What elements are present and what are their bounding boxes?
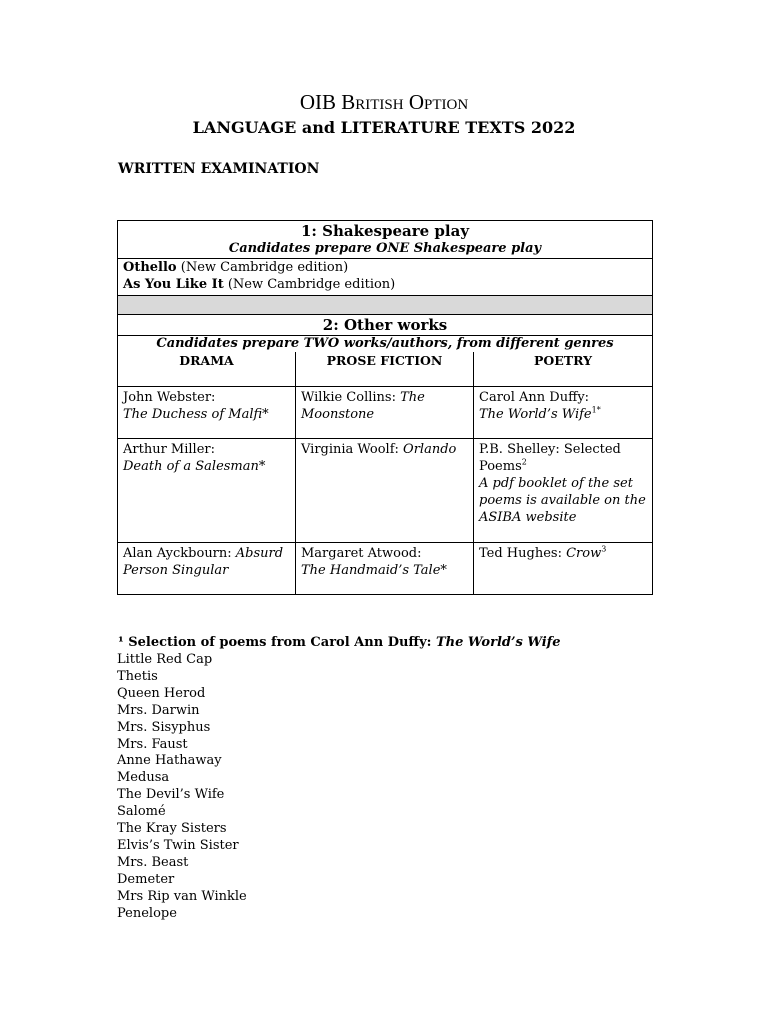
- author: Carol Ann Duffy:: [479, 390, 590, 405]
- footnote-marker: 1*: [591, 405, 601, 415]
- footnote-title-text: Selection of poems from Carol Ann Duffy:: [123, 635, 436, 650]
- work-title: The World’s Wife: [479, 407, 592, 422]
- section2-header-row: [118, 315, 653, 336]
- poem-item: Demeter: [117, 871, 175, 887]
- work-title: The Duchess of Malfi*: [123, 407, 269, 422]
- prose-cell: [296, 439, 474, 543]
- poem-list: [117, 652, 247, 923]
- prose-cell: [296, 387, 474, 439]
- poem-item: Mrs. Faust: [117, 736, 188, 752]
- poem-item: Mrs Rip van Winkle: [117, 888, 247, 904]
- author: John Webster:: [123, 390, 216, 405]
- play-edition: (New Cambridge edition): [176, 260, 349, 275]
- document-subtitle: LANGUAGE and LITERATURE TEXTS 2022: [192, 118, 576, 137]
- author: Virginia Woolf:: [301, 442, 404, 457]
- section1-instruction: Candidates prepare ONE Shakespeare play: [228, 241, 542, 256]
- author: P.B. Shelley: Selected Poems: [479, 442, 621, 474]
- play-title: Othello: [123, 260, 177, 275]
- column-header-row: [118, 352, 653, 387]
- author: Arthur Miller:: [123, 442, 215, 457]
- works-row: [118, 439, 653, 543]
- play-title: As You Like It: [123, 277, 224, 292]
- work-title: Absurd Person Singular: [123, 546, 284, 578]
- author: Margaret Atwood:: [301, 546, 422, 561]
- poem-item: The Kray Sisters: [117, 821, 227, 837]
- document-title: [0, 90, 768, 114]
- poem-item: Thetis: [117, 668, 158, 684]
- work-title: Death of a Salesman*: [123, 459, 266, 474]
- work-title: Orlando: [403, 442, 457, 457]
- poem-item: The Devil’s Wife: [117, 787, 225, 803]
- work-title: The Moonstone: [301, 390, 425, 422]
- poem-item: Mrs. Sisyphus: [117, 719, 211, 735]
- section2-instruction: Candidates prepare TWO works/authors, from different genres: [156, 336, 614, 351]
- works-row: [118, 543, 653, 595]
- column-header-drama: DRAMA: [118, 352, 296, 387]
- poem-item: Anne Hathaway: [117, 753, 222, 769]
- play-item: [123, 276, 647, 293]
- author: Wilkie Collins:: [301, 390, 401, 405]
- title-oib: OIB: [299, 90, 336, 114]
- drama-cell: [118, 543, 296, 595]
- poem-item: Mrs. Darwin: [117, 702, 200, 718]
- play-edition: (New Cambridge edition): [223, 277, 396, 292]
- section1-title: 1: Shakespeare play: [300, 222, 470, 240]
- footnote-marker: 3: [601, 544, 607, 554]
- poem-item: Penelope: [117, 905, 177, 921]
- poem-item: Medusa: [117, 770, 170, 786]
- poetry-note-text: A pdf booklet of the set poems is available on the ASIBA website: [479, 476, 646, 525]
- poetry-cell: [474, 439, 653, 543]
- separator-row: [118, 296, 653, 315]
- work-title: Crow: [566, 546, 602, 561]
- work-title: The Handmaid’s Tale*: [301, 563, 447, 578]
- column-header-poetry: POETRY: [474, 352, 653, 387]
- title-british-option: British Option: [341, 90, 469, 114]
- poetry-cell: [474, 387, 653, 439]
- footnote-marker: 2: [521, 457, 527, 467]
- gray-separator: [118, 296, 653, 315]
- section1-header-row: [118, 221, 653, 259]
- footnote-title-work: The World’s Wife: [435, 635, 561, 650]
- poem-item: Queen Herod: [117, 685, 206, 701]
- author: Ted Hughes:: [479, 546, 567, 561]
- poem-item: Salomé: [117, 804, 166, 820]
- section2-instruction-row: [118, 336, 653, 353]
- section-heading: WRITTEN EXAMINATION: [118, 161, 320, 177]
- section2-title: 2: Other works: [322, 316, 448, 334]
- footnote-marker: ¹: [118, 635, 124, 650]
- poem-item: Mrs. Beast: [117, 854, 189, 870]
- poetry-cell: [474, 543, 653, 595]
- section1-plays-row: [118, 259, 653, 296]
- footnote-heading: [118, 635, 561, 650]
- poem-item: Elvis’s Twin Sister: [117, 837, 239, 853]
- drama-cell: [118, 439, 296, 543]
- texts-table: [117, 220, 653, 595]
- drama-cell: [118, 387, 296, 439]
- author: Alan Ayckbourn:: [123, 546, 236, 561]
- prose-cell: [296, 543, 474, 595]
- play-item: [123, 259, 647, 276]
- poem-item: Little Red Cap: [117, 652, 213, 667]
- column-header-prose: PROSE FICTION: [296, 352, 474, 387]
- works-row: [118, 387, 653, 439]
